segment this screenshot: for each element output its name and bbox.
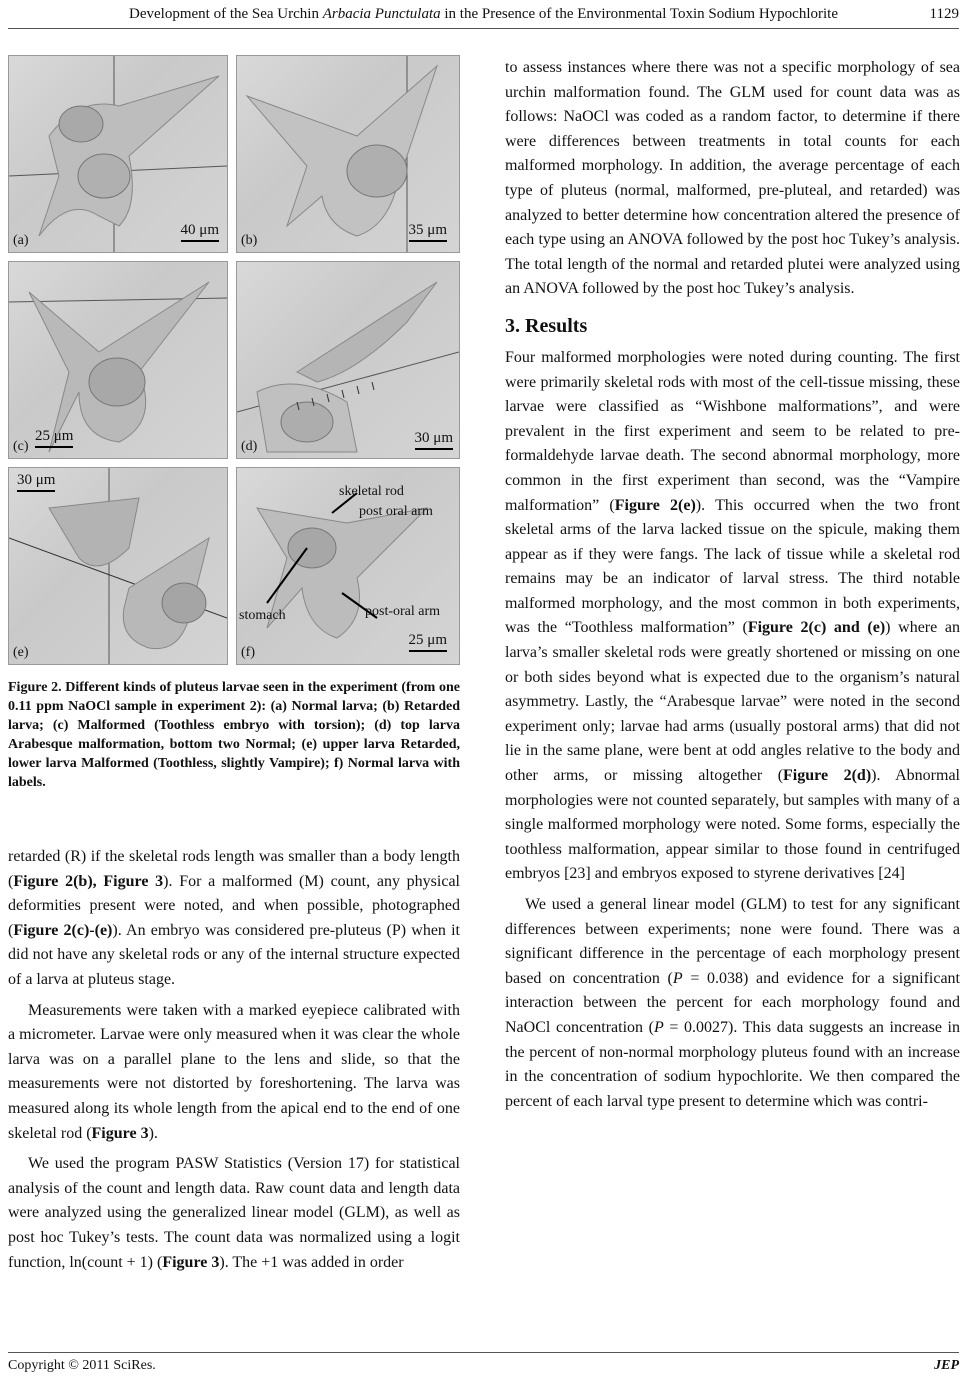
right-column <box>505 56 960 1114</box>
page-footer <box>8 1358 959 1374</box>
panel-label: (b) <box>241 233 258 248</box>
panel-a <box>8 55 228 253</box>
scale-bar: 40 μm <box>181 222 219 242</box>
panel-d <box>236 261 460 459</box>
paragraph: Measurements were taken with a marked eyepiece calibrated with a micrometer. Larvae were only measured when it was clear the whole larva was on a parallel plane to the lens and slide, so that the measurements were not distorted by foreshortening. The larva was measured along its whole length from the apical end to the end of one skeletal rod (Figure 3). <box>8 1001 460 1142</box>
panel-e <box>8 467 228 665</box>
panel-label: (c) <box>13 439 29 454</box>
panel-c <box>8 261 228 459</box>
annotation-post-oral-arm: post oral arm <box>359 504 433 519</box>
paragraph: retarded (R) if the skeletal rods length was smaller than a body length (Figure 2(b), Figure 3). For a malformed (M) count, any physical deformities present were noted, and when possible, photographed (Figure 2(c)-(e)). An embryo was considered pre-pluteus (P) when it did not have any skeletal rods or any of the internal structure expected of a larva at pluteus stage. <box>8 848 461 988</box>
scale-bar: 35 μm <box>409 222 447 242</box>
panel-label: (a) <box>13 233 29 248</box>
panel-label: (e) <box>13 645 29 660</box>
paragraph: We used a general linear model (GLM) to test for any significant differences between experiments; none were found. There was a significant difference in the percentage of each morphology present based on concentration (P = 0.038) and evidence for a significant interaction between the percent for each morphology found and NaOCl concentration (P = 0.0027). This data suggests an increase in the percent of non-normal morphology pluteus found with an increase in the concentration of sodium hypochlorite. We then compared the percent of each larval type present to determine which was contri- <box>505 896 961 1110</box>
panel-label: (f) <box>241 645 255 660</box>
footer-rule <box>8 1352 959 1353</box>
panel-label: (d) <box>241 439 258 454</box>
scale-bar: 25 μm <box>409 632 447 652</box>
larva-image-d <box>237 262 459 458</box>
section-heading: 3. Results <box>505 314 588 337</box>
header-title: Development of the Sea Urchin Arbacia Punctulata in the Presence of the Environmental Toxin Sodium Hypochlorite <box>129 6 838 22</box>
paragraph: Four malformed morphologies were noted during counting. The first were primarily skeletal rods with most of the cell-tissue missing, these larvae were classified as “Wishbone malformations”, and were prevalent in the first experiment and seem to be related to pre-formaldehyde larvae death. The second abnormal morphology, more common in the first experiment than second, was the “Vampire malformation” (Figure 2(e)). This occurred when the two front skeletal arms of the larva lacked tissue on the spicule, making them appear as if they were fangs. The lack of tissue while a skeletal rod remains may be an indicator of larval stress. The third notable malformed morphology, and the most common in both experiments, was the “Toothless malformation” (Figure 2(c) and (e)) where an larva’s smaller skeletal rods were greatly shortened or missing on one or both sides beyond what is expected due to the organism’s natural asymmetry. Lastly, the “Arabesque larvae” were noted in the second experiment only; larvae had arms (usually postoral arms) that did not lie in the same plane, were bent at odd angles relative to the body and other arms, or missing altogether (Figure 2(d)). Abnormal morphologies were not counted separately, but samples with many of a single malformed morphology were noted. Some forms, especially the toothless malformation, appear similar to those found in centrifuged embryos [23] and embryos exposed to styrene derivatives [24] <box>505 348 961 883</box>
page-number: 1129 <box>929 6 959 22</box>
running-header <box>0 0 967 30</box>
figure-2 <box>8 55 460 665</box>
scale-bar: 30 μm <box>415 430 453 450</box>
panel-f <box>236 467 460 665</box>
annotation-post-oral-arm: post-oral arm <box>365 604 441 619</box>
paragraph: to assess instances where there was not a specific morphology of sea urchin malformation found. The GLM used for count data was as follows: NaOCl was coded as a random factor, to determine if there were differences between treatments in total counts for each malformed morphology. In addition, the average percentage of each type of pluteus (normal, malformed, pre-pluteal, and retarded) was analyzed to better determine how concentration altered the presence of each type using an ANOVA followed by the post hoc Tukey’s analysis. The total length of the normal and retarded plutei were analyzed using an ANOVA followed by the post hoc Tukey’s analysis. <box>505 59 960 298</box>
copyright: Copyright © 2011 SciRes. <box>8 1358 156 1373</box>
journal-abbrev: JEP <box>934 1358 959 1373</box>
figure-caption: Figure 2. Different kinds of pluteus larvae seen in the experiment (from one 0.11 ppm NaOCl sample in experiment 2): (a) Normal larva; (b) Retarded larva; (c) Malformed (Toothless embryo with torsion); (d) top larva Arabesque malformation, bottom two Normal; (e) upper larva Retarded, lower larva Malformed (Toothless, slightly Vampire); f) Normal larva with labels. <box>8 680 460 790</box>
larva-image-e <box>9 468 227 664</box>
annotation-stomach: stomach <box>239 608 286 623</box>
panel-b <box>236 55 460 253</box>
scale-bar: 25 μm <box>35 428 73 448</box>
left-column <box>8 845 460 1275</box>
paragraph: We used the program PASW Statistics (Version 17) for statistical analysis of the count and length data. Raw count data and length data were analyzed using the generalized linear model (GLM), as well as post hoc Tukey’s tests. The count data was normalized using a logit function, ln(count + 1) (Figure 3). The +1 was added in order <box>8 1155 460 1271</box>
scale-bar: 30 μm <box>17 472 55 492</box>
header-rule <box>8 28 959 29</box>
annotation-skeletal-rod: skeletal rod <box>339 484 404 499</box>
